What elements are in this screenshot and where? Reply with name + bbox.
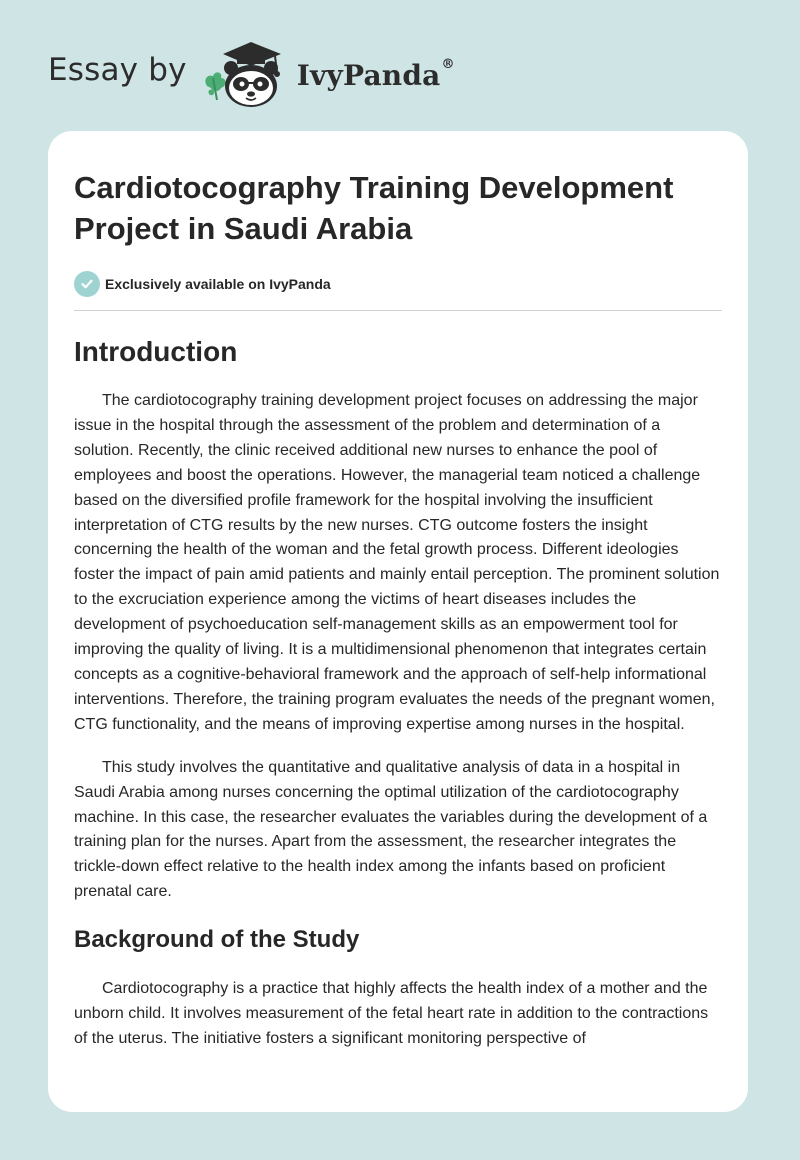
exclusive-label: Exclusively available on IvyPanda bbox=[105, 276, 331, 292]
paragraph: This study involves the quantitative and qualitative analysis of data in a hospital in Saudi Arabia among nurses concerning the optimal utilization of the cardiotocography machine. In this case, the researcher evaluates the variables during the development of a training plan for the nurses. Apart from the assessment, the researcher integrates the trickle-down effect relative to the health index among the infants based on proficient prenatal care. bbox=[74, 758, 708, 901]
section-heading-background: Background of the Study bbox=[74, 926, 360, 954]
essay-title: Cardiotocography Training Development Project in Saudi Arabia bbox=[74, 170, 674, 246]
essay-by-label: Essay by bbox=[48, 52, 187, 88]
paragraph: Cardiotocography is a practice that highly affects the health index of a mother and the unborn child. It involves measurement of the fetal heart rate in addition to the contractions of the uterus. The initiative fosters a significant monitoring perspective of bbox=[74, 980, 709, 1047]
paragraph: The cardiotocography training development project focuses on addressing the major issue in the hospital through the assessment of the problem and determination of a solution. Recently, the clinic received additional new nurses to enhance the pool of employees and boost the operations. However, the managerial team noticed a challenge based on the diversified profile framework for the hospital involving the insufficient interpretation of CTG results by the new nurses. CTG outcome fosters the insight concerning the health of the woman and the fetal growth process. Different ideologies foster the impact of pain amid patients and mainly entail perception. The prominent solution to the excruciation experience among the victims of heart diseases includes the development of psychoeducation self-management skills as an empowerment tool for improving the quality of living. It is a multidimensional phenomenon that integrates certain concepts as a cognitive-behavioral framework and the approach of self-help informational interventions. Therefore, the training program evaluates the needs of the pregnant women, CTG functionality, and the means of improving expertise among nurses in the hospital. bbox=[74, 392, 720, 733]
exclusive-badge bbox=[74, 271, 722, 297]
essay-card bbox=[48, 131, 748, 1112]
title-divider bbox=[74, 310, 722, 311]
checkmark-icon bbox=[74, 271, 100, 297]
site-header bbox=[48, 34, 508, 110]
brand-name[interactable]: IvyPanda® bbox=[296, 56, 455, 92]
section-heading-introduction: Introduction bbox=[74, 336, 238, 367]
ivypanda-logo-icon[interactable] bbox=[201, 34, 293, 110]
